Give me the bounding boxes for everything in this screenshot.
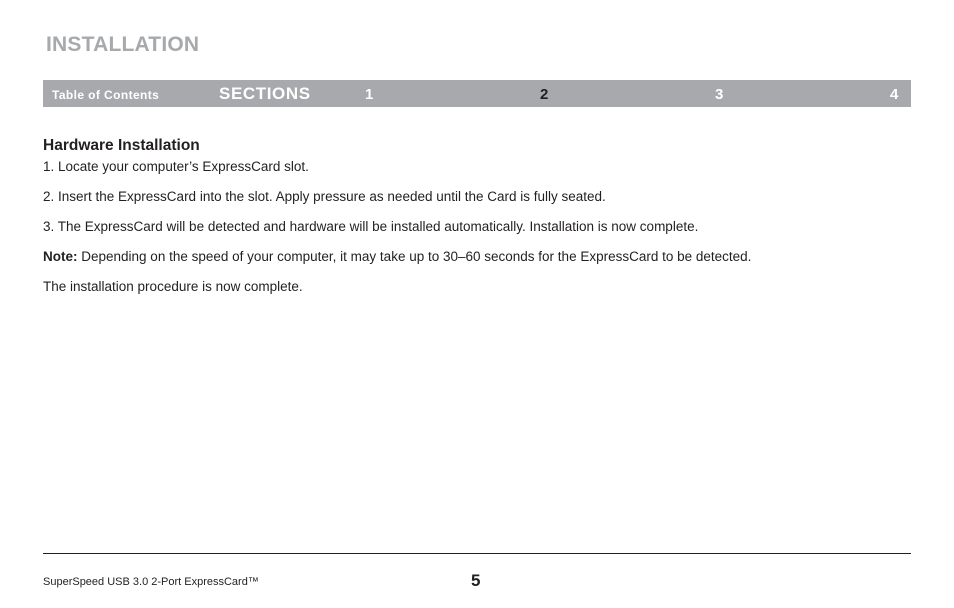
step-1: 1. Locate your computer’s ExpressCard slot. xyxy=(43,159,309,174)
table-of-contents-link[interactable]: Table of Contents xyxy=(52,88,160,102)
closing-paragraph: The installation procedure is now complete. xyxy=(43,279,303,294)
sections-label: SECTIONS xyxy=(219,84,311,103)
chapter-title: INSTALLATION xyxy=(46,33,200,56)
section-link-2-current[interactable]: 2 xyxy=(540,86,549,103)
section-link-4[interactable]: 4 xyxy=(890,86,899,103)
section-heading: Hardware Installation xyxy=(43,137,200,154)
page-number: 5 xyxy=(471,571,481,590)
section-link-1[interactable]: 1 xyxy=(365,86,374,103)
section-link-3[interactable]: 3 xyxy=(715,86,724,103)
main-content xyxy=(43,137,903,309)
step-3: 3. The ExpressCard will be detected and hardware will be installed automatically. Installation is now complete. xyxy=(43,219,699,234)
section-nav-bar xyxy=(43,80,911,107)
note-paragraph xyxy=(43,249,903,265)
step-2: 2. Insert the ExpressCard into the slot. Apply pressure as needed until the Card is fully seated. xyxy=(43,189,606,204)
footer-rule xyxy=(43,553,911,554)
note-label: Note: xyxy=(43,249,78,264)
footer-product-name: SuperSpeed USB 3.0 2-Port ExpressCard™ xyxy=(43,576,259,588)
note-text: Depending on the speed of your computer, it may take up to 30–60 seconds for the ExpressCard to be detected. xyxy=(77,249,752,264)
